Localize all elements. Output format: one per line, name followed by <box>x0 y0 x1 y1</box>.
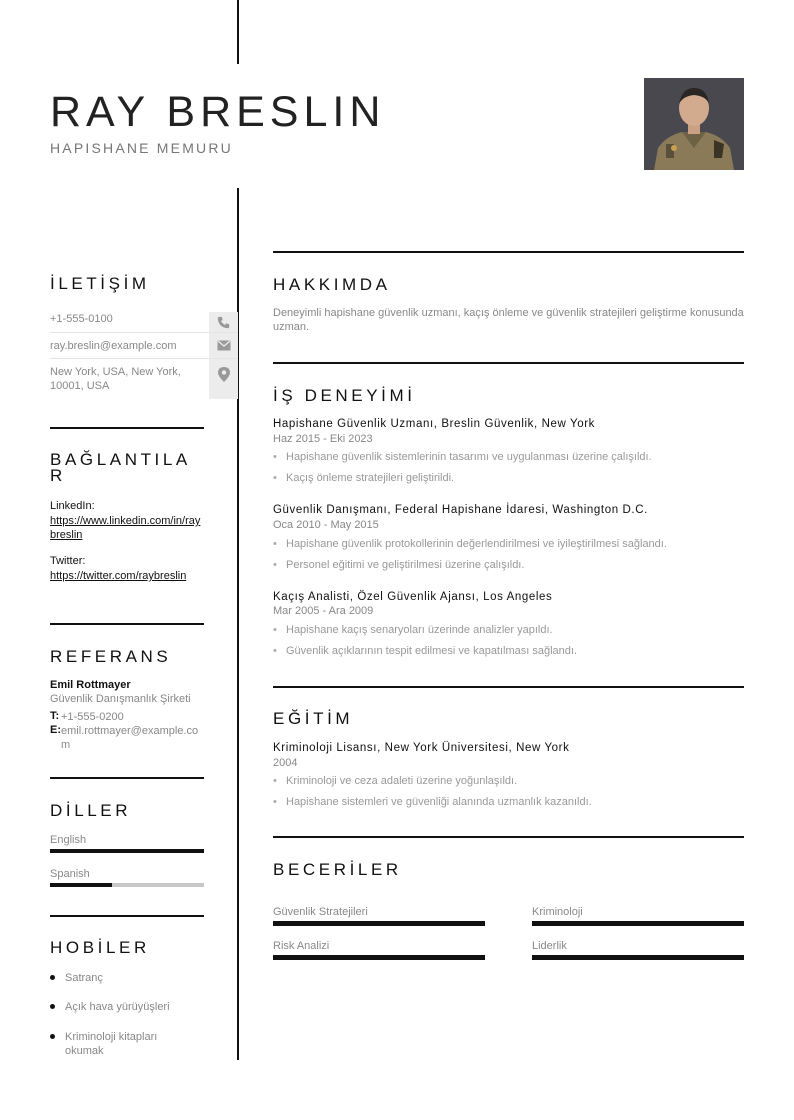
language-name: Spanish <box>50 868 90 880</box>
hobby-item: Kriminoloji kitapları okumak <box>50 1030 170 1058</box>
hobby-item: Satranç <box>50 971 204 985</box>
job-bullet: • Güvenlik açıklarının tespit edilmesi ve kapatılması sağlandı. <box>273 645 577 657</box>
job-bullet: • Hapishane güvenlik sistemlerinin tasarımı ve uygulanması üzerine çalışıldı. <box>273 451 652 463</box>
experience-section-title: İŞ DENEYİMİ <box>273 386 416 405</box>
bullet-icon <box>50 1004 55 1009</box>
reference-company: Güvenlik Danışmanlık Şirketi <box>50 693 191 705</box>
contact-phone-row <box>50 312 238 333</box>
about-text: Deneyimli hapishane güvenlik uzmanı, kaçış önleme ve güvenlik stratejileri geliştirme konusunda uzman. <box>273 307 744 333</box>
job-heading: Hapishane Güvenlik Uzmanı, Breslin Güvenlik, New York <box>273 418 595 430</box>
education-bullet: • Hapishane sistemleri ve güvenliği alanında uzmanlık kazanıldı. <box>273 796 592 808</box>
language-level-fill <box>50 849 204 853</box>
candidate-name: RAY BRESLIN <box>50 88 386 136</box>
job-heading: Kaçış Analisti, Özel Güvenlik Ajansı, Los Angeles <box>273 591 553 603</box>
skills-section-title: BECERİLER <box>273 860 402 879</box>
twitter-label: Twitter: <box>50 555 86 567</box>
reference-name: Emil Rottmayer <box>50 679 131 691</box>
skill-bar <box>532 955 744 960</box>
job-bullet: • Hapishane güvenlik protokollerinin değerlendirilmesi ve iyileştirilmesi sağlandı. <box>273 538 667 550</box>
job-dates: Oca 2010 - May 2015 <box>273 519 379 531</box>
skills-divider <box>273 836 744 838</box>
job-heading: Güvenlik Danışmanı, Federal Hapishane İdaresi, Washington D.C. <box>273 504 648 516</box>
education-bullet: • Kriminoloji ve ceza adaleti üzerine yoğunlaşıldı. <box>273 775 517 787</box>
contact-section-title: İLETİŞİM <box>50 274 150 293</box>
education-heading: Kriminoloji Lisansı, New York Üniversitesi, New York <box>273 742 570 754</box>
education-year: 2004 <box>273 757 298 769</box>
job-dates: Mar 2005 - Ara 2009 <box>273 605 374 617</box>
experience-divider <box>273 362 744 364</box>
language-level-bar <box>50 849 204 853</box>
education-divider <box>273 686 744 688</box>
skill-bar <box>273 955 485 960</box>
languages-section-title: DİLLER <box>50 801 132 820</box>
hobbies-divider <box>50 915 204 917</box>
reference-phone[interactable]: +1-555-0200 <box>61 711 124 723</box>
references-divider <box>50 623 204 625</box>
reference-email[interactable]: emil.rottmayer@example.com <box>61 725 199 751</box>
education-section-title: EĞİTİM <box>273 709 354 728</box>
references-section-title: REFERANS <box>50 647 172 666</box>
skill-bar <box>532 921 744 926</box>
skill-name: Liderlik <box>532 940 567 952</box>
skill-name: Güvenlik Stratejileri <box>273 906 368 918</box>
mail-icon <box>209 333 238 358</box>
twitter-link[interactable]: https://twitter.com/raybreslin <box>50 570 187 582</box>
contact-email-row <box>50 333 238 359</box>
about-divider <box>273 251 744 253</box>
reference-email-line: E: emil.rottmayer@example.com <box>50 724 204 752</box>
about-section-title: HAKKIMDA <box>273 275 391 294</box>
contact-phone[interactable]: +1-555-0100 <box>50 313 113 325</box>
job-bullet: • Personel eğitimi ve geliştirilmesi üzerine çalışıldı. <box>273 559 524 571</box>
links-section-title: BAĞLANTILA R <box>50 450 191 485</box>
job-bullet: • Kaçış önleme stratejileri geliştirildi. <box>273 472 454 484</box>
hobby-item: Açık hava yürüyüşleri <box>50 1000 204 1014</box>
contact-address-row <box>50 359 238 399</box>
contact-email[interactable]: ray.breslin@example.com <box>50 340 177 352</box>
skill-name: Risk Analizi <box>273 940 330 952</box>
top-divider <box>237 0 239 64</box>
location-pin-icon <box>209 359 238 399</box>
job-dates: Haz 2015 - Eki 2023 <box>273 433 373 445</box>
language-level-fill <box>50 883 112 887</box>
linkedin-link[interactable]: https://www.linkedin.com/in/raybreslin <box>50 515 201 541</box>
bullet-icon <box>50 975 55 980</box>
languages-divider <box>50 777 204 779</box>
reference-phone-line: T: +1-555-0200 <box>50 710 204 724</box>
phone-icon <box>209 312 238 332</box>
skill-bar <box>273 921 485 926</box>
profile-photo <box>644 78 744 170</box>
job-bullet: • Hapishane kaçış senaryoları üzerinde analizler yapıldı. <box>273 624 553 636</box>
bullet-icon <box>50 1034 55 1039</box>
language-name: English <box>50 834 87 846</box>
links-divider <box>50 427 204 429</box>
contact-address: New York, USA, New York, 10001, USA <box>50 366 181 392</box>
hobbies-section-title: HOBİLER <box>50 938 150 957</box>
job-title: HAPISHANE MEMURU <box>50 140 233 156</box>
language-level-bar <box>50 883 204 887</box>
skill-name: Kriminoloji <box>532 906 583 918</box>
linkedin-label: LinkedIn: <box>50 500 95 512</box>
